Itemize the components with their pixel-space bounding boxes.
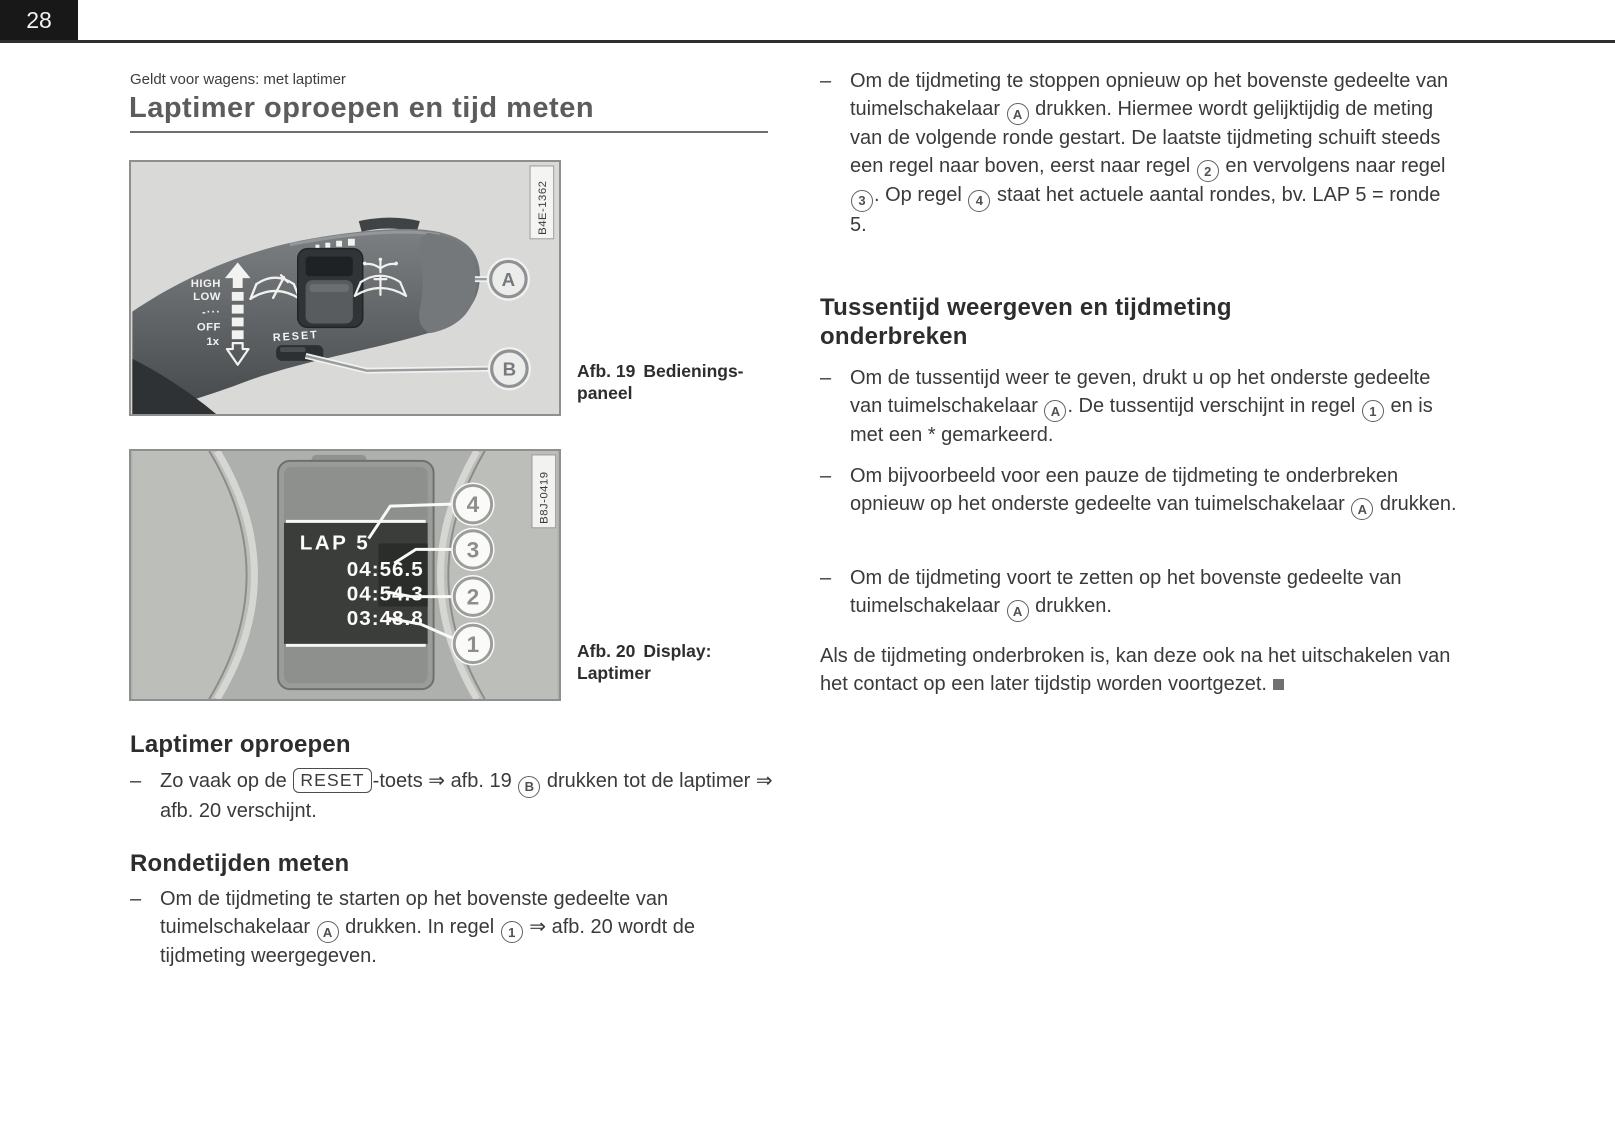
bullet-dash: – [820, 367, 832, 389]
figure-20-caption-label: Afb. 20 [577, 641, 636, 661]
stalk-illustration [131, 162, 559, 414]
end-of-section-square [1273, 679, 1284, 690]
bullet-dash: – [820, 70, 832, 92]
bullet-text: Zo vaak op de RESET -toets ⇒ afb. 19 B drukken tot de laptimer ⇒ afb. 20 verschijnt. [160, 770, 773, 822]
bullet-dash: – [130, 888, 142, 910]
lap-counter: LAP 5 [299, 531, 371, 555]
bullet-text: Om de tijdmeting voort te zetten op het bovenste gedeelte van tuimelschakelaar A drukken. [850, 565, 1462, 622]
page-title: Laptimer oproepen en tijd meten [129, 92, 595, 124]
circled-letter-marker: A [1007, 600, 1029, 622]
fig19-code: B4E-1362 [536, 180, 549, 235]
bullet-text: Om de tijdmeting te stoppen opnieuw op het bovenste gedeelte van tuimelschakelaar A drukken. Hiermee wordt gelijktijdig de meting van de volgende ronde gestart. De laatste tijdmeting schuift steeds een regel naar boven, eerst naar regel 2 en vervolgens naar regel 3 . Op regel 4 staat het actuele aantal rondes, bv. LAP 5 = ronde 5. [850, 70, 1449, 236]
fig20-code-tag [532, 455, 556, 528]
callout-2 [451, 575, 494, 618]
callout-a [487, 257, 530, 300]
figure-19-control-panel [129, 160, 561, 416]
circled-letter-marker: A [317, 921, 339, 943]
bullet-dash: – [820, 465, 832, 487]
callout-4 [451, 482, 494, 525]
figure-20-caption [577, 640, 769, 684]
svg-text:2: 2 [466, 584, 480, 610]
circled-letter-marker: A [1351, 498, 1373, 520]
bullet-text: Om de tussentijd weer te geven, drukt u op het onderste gedeelte van tuimelschakelaar A . De tussentijd verschijnt in regel 1 en is met een * gemarkeerd. [850, 367, 1433, 446]
svg-text:A: A [501, 269, 516, 291]
top-divider [0, 40, 1615, 43]
label-low: LOW [193, 290, 221, 303]
bullet-text: Om bijvoorbeeld voor een pauze de tijdmeting te onderbreken opnieuw op het onderste gedeelte van tuimelschakelaar A drukken. [850, 463, 1470, 520]
display-illustration [131, 451, 559, 699]
callout-3 [451, 528, 494, 571]
section-heading-tussentijd: Tussentijd weergeven en tijdmeting onderbreken [820, 294, 1232, 350]
figure-19-caption [577, 360, 769, 404]
list-item [820, 565, 1462, 622]
applies-note: Geldt voor wagens: met laptimer [130, 71, 346, 88]
bullet-text: Om de tijdmeting te starten op het bovenste gedeelte van tuimelschakelaar A drukken. In regel 1 ⇒ afb. 20 wordt de tijdmeting weergegeven. [160, 888, 696, 967]
page-number-box [0, 0, 78, 40]
fig20-code: B8J-0419 [538, 471, 551, 524]
list-item [820, 365, 1462, 450]
rocker-switch [298, 239, 363, 328]
lap-time-1: 04:56.5 [346, 557, 424, 581]
label-intermittent: -··· [201, 306, 221, 319]
figure-20-display [129, 449, 561, 701]
svg-text:3: 3 [466, 537, 480, 563]
list-item [130, 768, 782, 825]
label-once: 1x [206, 336, 219, 349]
circled-letter-marker: B [518, 776, 540, 798]
section-heading-laptimer-oproepen: Laptimer oproepen [130, 731, 351, 758]
circled-letter-marker: A [1044, 400, 1066, 422]
fig19-code-tag [530, 166, 554, 239]
list-item [130, 886, 778, 971]
closing-paragraph [820, 643, 1468, 698]
label-high: HIGH [190, 278, 221, 291]
circled-number-marker: 1 [501, 921, 523, 943]
svg-text:B: B [502, 358, 517, 380]
display-screen [284, 520, 428, 647]
bullet-dash: – [130, 770, 142, 792]
figure-20-caption-text: Display: Laptimer [577, 641, 712, 683]
lap-time-2: 04:54.3 [346, 582, 424, 606]
svg-text:1: 1 [466, 631, 480, 657]
circled-letter-marker: A [1007, 103, 1029, 125]
list-item [820, 463, 1470, 520]
figure-19-caption-label: Afb. 19 [577, 361, 636, 381]
circled-number-marker: 4 [968, 190, 990, 212]
circled-number-marker: 1 [1362, 400, 1384, 422]
page-number: 28 [26, 6, 52, 33]
list-item [820, 68, 1462, 239]
circled-number-marker: 2 [1197, 160, 1219, 182]
callout-1 [451, 622, 494, 665]
label-off: OFF [196, 321, 221, 334]
section-heading-rondetijden-meten: Rondetijden meten [130, 850, 350, 877]
title-divider [130, 131, 768, 133]
circled-number-marker: 3 [851, 190, 873, 212]
bullet-dash: – [820, 567, 832, 589]
reset-key-marker: RESET [293, 768, 371, 793]
figure-19-caption-text: Bedienings-paneel [577, 361, 744, 403]
svg-text:4: 4 [466, 492, 480, 518]
lap-time-3: 03:48.8 [346, 607, 424, 631]
closing-text: Als de tijdmeting onderbroken is, kan deze ook na het uitschakelen van het contact op een later tijdstip worden voortgezet. [820, 645, 1451, 695]
reset-label: RESET [272, 328, 320, 345]
callout-b [488, 347, 531, 390]
